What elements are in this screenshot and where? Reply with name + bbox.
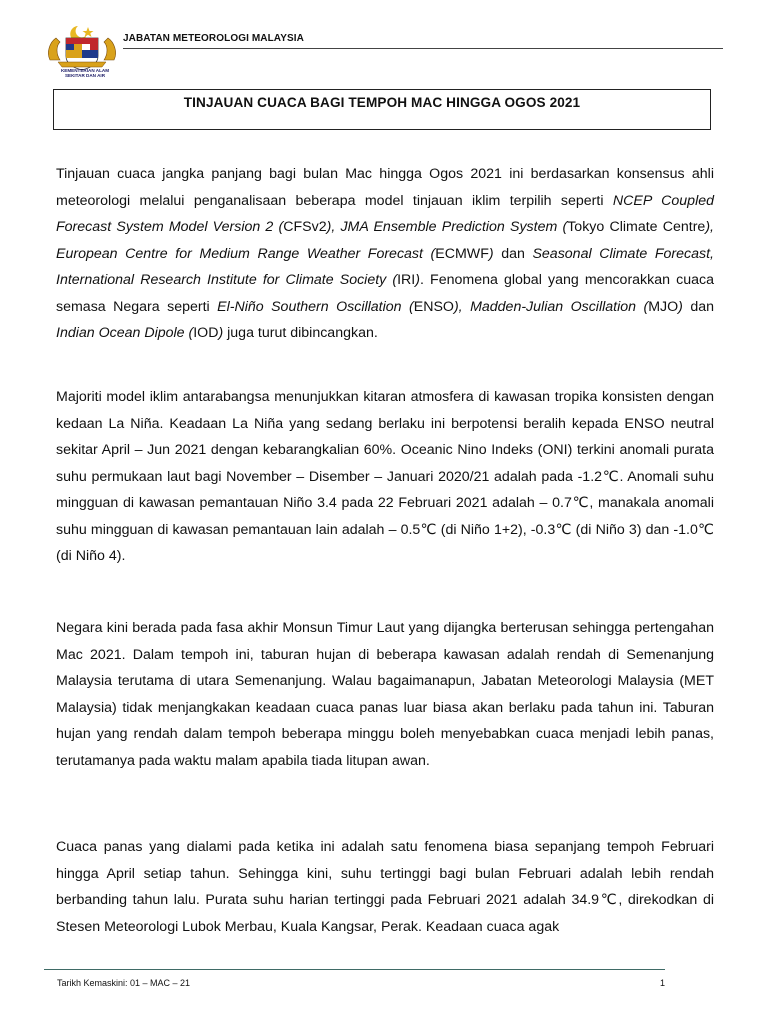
document-title: TINJAUAN CUACA BAGI TEMPOH MAC HINGGA OGOS 2021 <box>183 95 581 110</box>
footer-update-date: Tarikh Kemaskini: 01 – MAC – 21 <box>57 978 191 988</box>
text-run: ), JMA Ensemble Prediction System ( <box>326 219 568 235</box>
text-run: ) <box>218 325 224 341</box>
paragraph-4 <box>56 834 714 940</box>
text-run: ), Madden-Julian Oscillation ( <box>453 298 649 315</box>
text-run: Seasonal Climate Forecast, International Research Institute for Climate Society ( <box>56 245 714 288</box>
text-run: Indian Ocean Dipole ( <box>56 325 194 341</box>
page-number: 1 <box>660 978 666 988</box>
paragraph-3 <box>56 615 714 774</box>
text-run: dan <box>682 298 714 315</box>
text-run: El-Niño Southern Oscillation ( <box>217 298 414 315</box>
text-run: juga turut dibincangkan. <box>223 325 378 341</box>
text-run: Majoriti model iklim antarabangsa menunjukkan kitaran atmosfera di kawasan tropika konsisten dengan kedaan La Niña. Keadaan La Niña yang sedang berlaku ini berpotensi beralih kepada ENSO neutral sekitar April – Jun 2021 dengan kebarangkalian 60%. Oceanic Nino Indeks (ONI) terkini anomali purata suhu permukaan laut bagi November – Disember – Januari 2020/21 adalah pada -1.2℃. Anomali suhu mingguan di kawasan pemantauan Niño 3.4 pada 22 Februari 2021 adalah – 0.7℃, manakala anomali suhu mingguan di kawasan pemantauan lain adalah – 0.5℃ (di Niño 1+2), -0.3℃ (di Niño 3) dan -1.0℃ (di Niño 4). <box>56 389 714 564</box>
paragraph-2 <box>56 384 714 570</box>
footer-divider <box>44 969 665 970</box>
text-run: Cuaca panas yang dialami pada ketika ini adalah satu fenomena biasa sepanjang tempoh Februari hingga April setiap tahun. Sehingga kini, suhu tertinggi bagi bulan Februari adalah lebih rendah berbanding tahun lalu. Purata suhu harian tertinggi pada Februari 2021 adalah 34.9℃, direkodkan di Stesen Meteorologi Lubok Merbau, Kuala Kangsar, Perak. Keadaan cuaca agak <box>56 839 714 935</box>
paragraph-1 <box>56 161 714 347</box>
text-run: ) <box>678 298 683 315</box>
text-run: IOD <box>193 325 219 341</box>
text-run: ) <box>488 245 494 262</box>
ministry-name: KEMENTERIAN ALAM SEKITAR DAN AIR <box>60 68 110 78</box>
page-header <box>44 22 724 84</box>
text-run: ) <box>415 272 420 288</box>
text-run: Tokyo Climate Centre <box>567 219 706 235</box>
header-divider <box>123 48 723 49</box>
text-run: NCEP Coupled Forecast System Model Version 2 ( <box>56 192 714 235</box>
text-run: dan <box>493 245 533 262</box>
text-run: ), European Centre for Medium Range Weather Forecast ( <box>56 219 714 262</box>
text-run: IRI <box>397 272 416 288</box>
title-box <box>53 89 711 130</box>
agency-name: JABATAN METEOROLOGI MALAYSIA <box>123 33 304 44</box>
text-run: ECMWF <box>435 245 489 262</box>
text-run: Negara kini berada pada fasa akhir Monsun Timur Laut yang dijangka berterusan sehingga pertengahan Mac 2021. Dalam tempoh ini, taburan hujan di beberapa kawasan adalah rendah di Semenanjung Malaysia terutama di utara Semenanjung. Walau bagaimanapun, Jabatan Meteorologi Malaysia (MET Malaysia) tidak menjangkakan keadaan cuaca panas luar biasa akan berlaku pada tahun ini. Taburan hujan yang rendah dalam tempoh beberapa minggu boleh menyebabkan cuaca menjadi lebih panas, terutamanya pada waktu malam apabila tiada litupan awan. <box>56 620 714 769</box>
text-run: MJO <box>648 298 679 315</box>
text-run: Tinjauan cuaca jangka panjang bagi bulan Mac hingga Ogos 2021 ini berdasarkan konsensus ahli meteorologi melalui penganalisaan beberapa model tinjauan iklim terpilih seperti <box>56 166 714 209</box>
text-run: ENSO <box>413 298 454 315</box>
text-run: CFSv2 <box>283 219 327 235</box>
text-run: . Fenomena global yang mencorakkan cuaca semasa Negara seperti <box>56 272 714 315</box>
